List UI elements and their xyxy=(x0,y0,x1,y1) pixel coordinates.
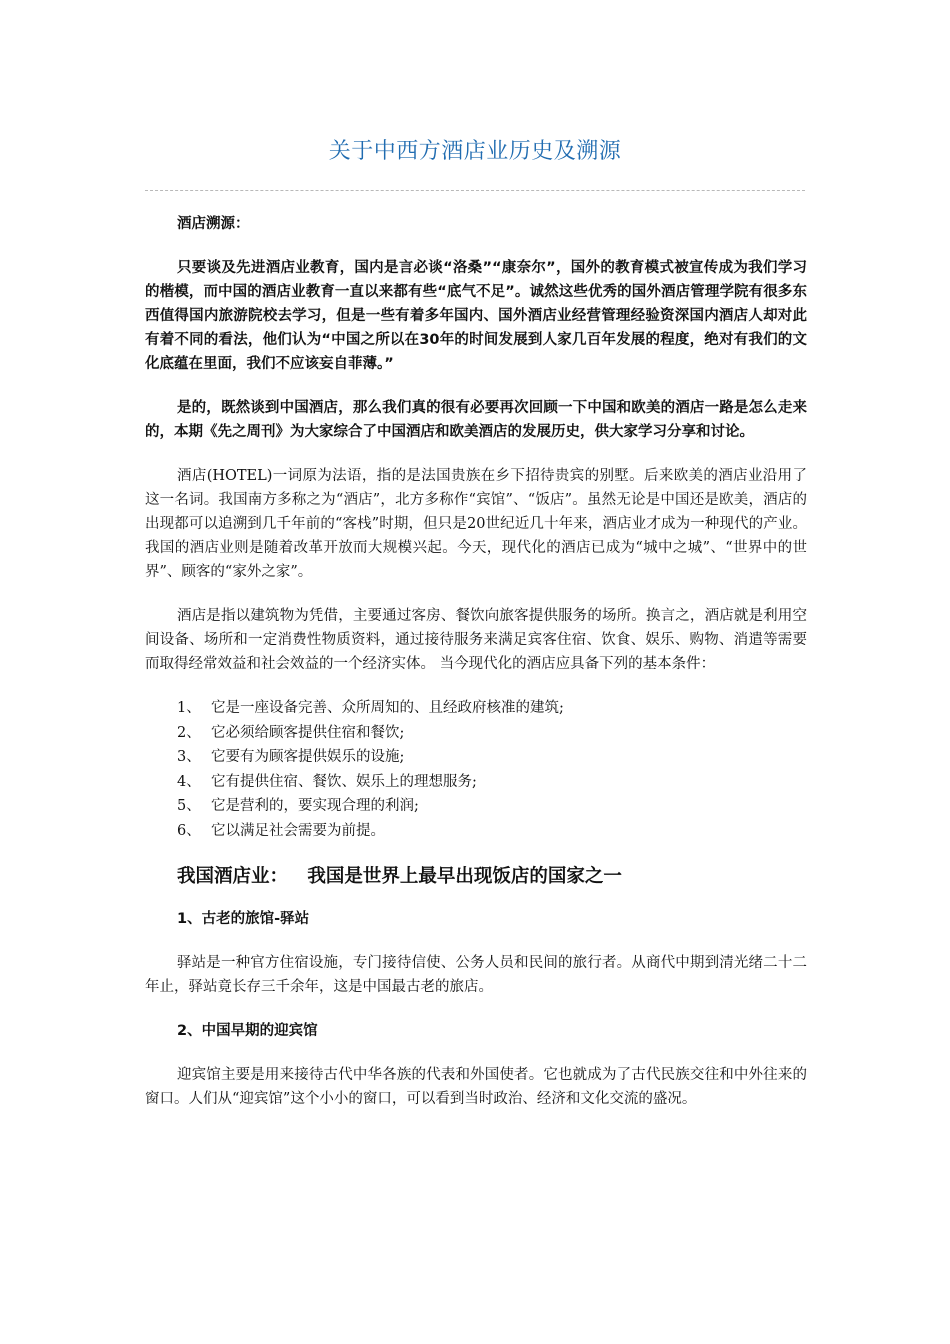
list-number: 2、 xyxy=(177,724,201,741)
intro-paragraph-1: 只要谈及先进酒店业教育，国内是言必谈“洛桑”“康奈尔”，国外的教育模式被宣传成为我们学习的楷模，而中国的酒店业教育一直以来都有些“底气不足”。诚然这些优秀的国外酒店管理学院有很多东西值得国内旅游院校去学习，但是一些有着多年国内、国外酒店业经营管理经验资深国内酒店人却对此有着不同的看法，他们认为“中国之所以在30年的时间发展到人家几百年发展的程度，绝对有我们的文化底蕴在里面，我们不应该妄自菲薄。” xyxy=(145,260,807,372)
list-item xyxy=(177,745,807,770)
list-number: 5、 xyxy=(177,798,201,814)
list-item xyxy=(177,819,807,844)
section-1-title: 1、古老的旅馆-驿站 xyxy=(177,911,310,927)
intro-subheading: 酒店溯源： xyxy=(177,216,250,232)
list-number: 6、 xyxy=(177,822,201,839)
list-number: 4、 xyxy=(177,773,201,790)
section-1-text: 驿站是一种官方住宿设施，专门接待信使、公务人员和民间的旅行者。从商代中期到清光绪二十二年止，驿站竟长存三千余年，这是中国最古老的旅店。 xyxy=(145,955,807,995)
intro-paragraph-2: 是的，既然谈到中国酒店，那么我们真的很有必要再次回顾一下中国和欧美的酒店一路是怎么走来的，本期《先之周刊》为大家综合了中国酒店和欧美酒店的发展历史，供大家学习分享和讨论。 xyxy=(145,400,807,440)
list-item xyxy=(177,721,807,746)
section-2-title: 2、中国早期的迎宾馆 xyxy=(177,1023,318,1039)
list-number: 3、 xyxy=(177,749,201,765)
list-text: 它有提供住宿、餐饮、娱乐上的理想服务; xyxy=(211,773,477,790)
title-divider xyxy=(145,190,805,191)
hotel-definition-paragraph: 酒店(HOTEL)一词原为法语，指的是法国贵族在乡下招待贵宾的别墅。后来欧美的酒店业沿用了这一名词。我国南方多称之为“酒店”，北方多称作“宾馆”、“饭店”。虽然无论是中国还是欧美，酒店的出现都可以追溯到几千年前的“客栈”时期，但只是20世纪近几十年来，酒店业才成为一种现代的产业。我国的酒店业则是随着改革开放而大规模兴起。今天，现代化的酒店已成为“城中之城”、“世界中的世界”、顾客的“家外之家”。 xyxy=(145,468,807,580)
list-text: 它是营利的，要实现合理的利润; xyxy=(211,798,419,814)
list-text: 它以满足社会需要为前提。 xyxy=(211,822,385,839)
article-body xyxy=(145,212,807,1131)
hotel-concept-paragraph: 酒店是指以建筑物为凭借，主要通过客房、餐饮向旅客提供服务的场所。换言之，酒店就是利用空间设备、场所和一定消费性物质资料，通过接待服务来满足宾客住宿、饮食、娱乐、购物、消遣等需要而取得经常效益和社会效益的一个经济实体。 当今现代化的酒店应具备下列的基本条件： xyxy=(145,608,807,672)
list-item xyxy=(177,794,807,819)
conditions-list xyxy=(145,696,807,843)
list-number: 1、 xyxy=(177,700,201,716)
list-text: 它必须给顾客提供住宿和餐饮; xyxy=(211,724,405,741)
list-text: 它要有为顾客提供娱乐的设施; xyxy=(211,749,405,765)
section-2-text: 迎宾馆主要是用来接待古代中华各族的代表和外国使者。它也就成为了古代民族交往和中外往来的窗口。人们从“迎宾馆”这个小小的窗口，可以看到当时政治、经济和文化交流的盛况。 xyxy=(145,1067,807,1107)
list-item xyxy=(177,696,807,721)
list-text: 它是一座设备完善、众所周知的、且经政府核准的建筑; xyxy=(211,700,564,716)
china-section-heading: 我国酒店业： 我国是世界上最早出现饭店的国家之一 xyxy=(177,866,622,887)
list-item xyxy=(177,770,807,795)
page-title: 关于中西方酒店业历史及溯源 xyxy=(328,139,622,164)
